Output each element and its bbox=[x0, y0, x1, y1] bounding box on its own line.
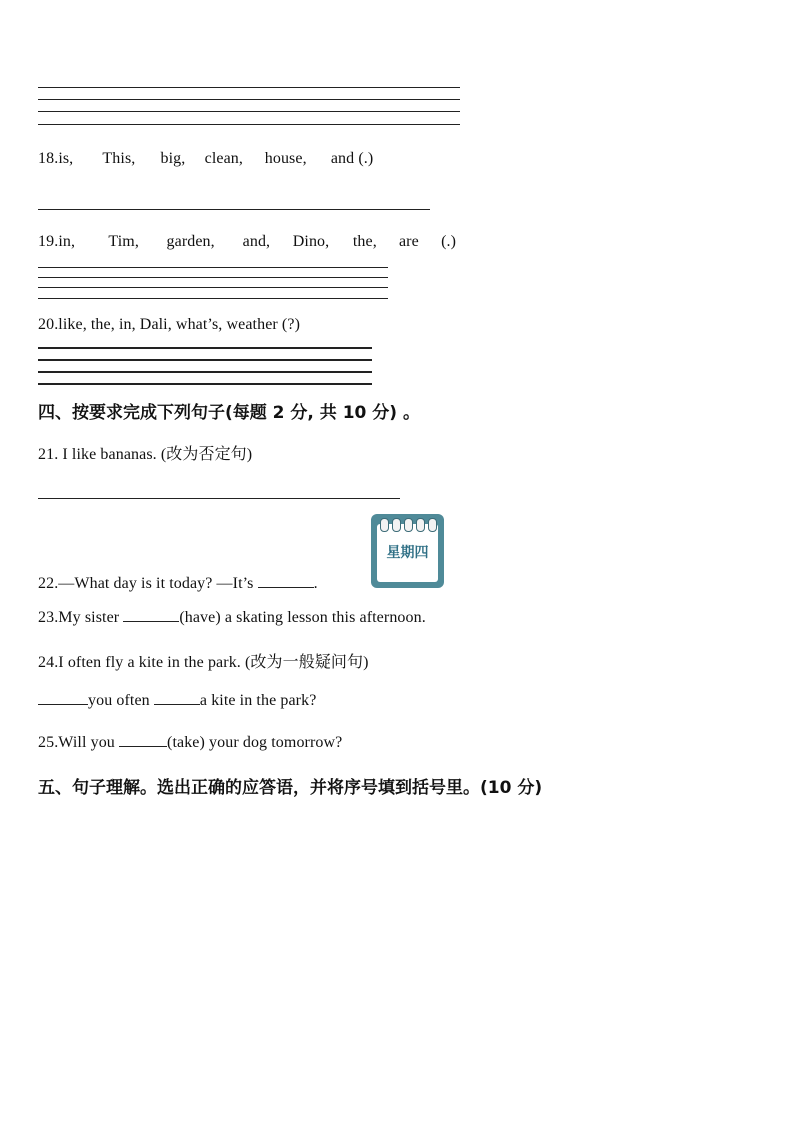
question-number: 18. bbox=[38, 150, 59, 167]
calendar-ring bbox=[416, 518, 425, 532]
question-24-answer bbox=[38, 690, 316, 710]
question-25 bbox=[38, 732, 342, 752]
answer-line[interactable] bbox=[38, 371, 372, 373]
answer-line[interactable] bbox=[38, 287, 388, 288]
answer-line[interactable] bbox=[38, 347, 372, 349]
answer-line[interactable] bbox=[38, 111, 460, 112]
answer-line[interactable] bbox=[38, 383, 372, 385]
answer-blank[interactable] bbox=[119, 732, 167, 747]
question-18 bbox=[38, 150, 373, 168]
word: house, bbox=[264, 150, 307, 167]
question-24: 24.I often fly a kite in the park. (改为一般疑问句) bbox=[38, 654, 369, 671]
question-20: 20.like, the, in, Dali, what’s, weather (?) bbox=[38, 316, 300, 333]
question-text: 25.Will you bbox=[38, 734, 115, 751]
word: are bbox=[398, 233, 419, 250]
question-text: (take) your dog tomorrow? bbox=[167, 734, 343, 751]
question-text: 23.My sister bbox=[38, 609, 120, 626]
answer-line[interactable] bbox=[38, 267, 388, 268]
word: and, bbox=[242, 233, 271, 250]
word: Tim, bbox=[108, 233, 139, 250]
end-punctuation: (.) bbox=[441, 233, 457, 250]
word: garden, bbox=[166, 233, 215, 250]
word: in, bbox=[58, 233, 76, 250]
answer-line[interactable] bbox=[38, 87, 460, 88]
question-text: a kite in the park? bbox=[199, 692, 317, 709]
question-19 bbox=[38, 233, 456, 251]
calendar-ring bbox=[428, 518, 437, 532]
end-punctuation: . bbox=[313, 575, 318, 592]
word: big, bbox=[160, 150, 186, 167]
calendar-ring bbox=[380, 518, 389, 532]
answer-blank[interactable] bbox=[123, 607, 179, 622]
answer-line[interactable] bbox=[38, 359, 372, 361]
question-21: 21. I like bananas. (改为否定句) bbox=[38, 446, 253, 463]
word: This, bbox=[102, 150, 136, 167]
calendar-ring bbox=[404, 518, 413, 532]
end-punctuation: (.) bbox=[358, 150, 374, 167]
answer-line[interactable] bbox=[38, 277, 388, 278]
calendar-label: 星期四 bbox=[386, 545, 429, 561]
answer-line[interactable] bbox=[38, 99, 460, 100]
section-heading: 五、句子理解。选出正确的应答语，并将序号填到括号里。(10 分) bbox=[38, 778, 543, 798]
answer-line[interactable] bbox=[38, 209, 430, 210]
question-text: you often bbox=[88, 692, 150, 709]
question-22 bbox=[38, 573, 318, 593]
word: clean, bbox=[204, 150, 243, 167]
answer-blank[interactable] bbox=[154, 690, 200, 705]
question-text: (have) a skating lesson this afternoon. bbox=[179, 609, 426, 626]
answer-line[interactable] bbox=[38, 298, 388, 299]
question-number: 19. bbox=[38, 233, 59, 250]
word: the, bbox=[352, 233, 377, 250]
calendar-icon bbox=[371, 514, 444, 588]
answer-blank[interactable] bbox=[258, 573, 314, 588]
calendar-ring bbox=[392, 518, 401, 532]
word: is, bbox=[58, 150, 74, 167]
question-text: 22.—What day is it today? —It’s bbox=[38, 575, 254, 592]
answer-line[interactable] bbox=[38, 498, 400, 499]
answer-line[interactable] bbox=[38, 124, 460, 125]
question-23 bbox=[38, 607, 426, 627]
word: Dino, bbox=[292, 233, 330, 250]
section-heading: 四、按要求完成下列句子(每题 2 分, 共 10 分) 。 bbox=[38, 403, 420, 423]
answer-blank[interactable] bbox=[38, 690, 88, 705]
word: and bbox=[330, 150, 355, 167]
